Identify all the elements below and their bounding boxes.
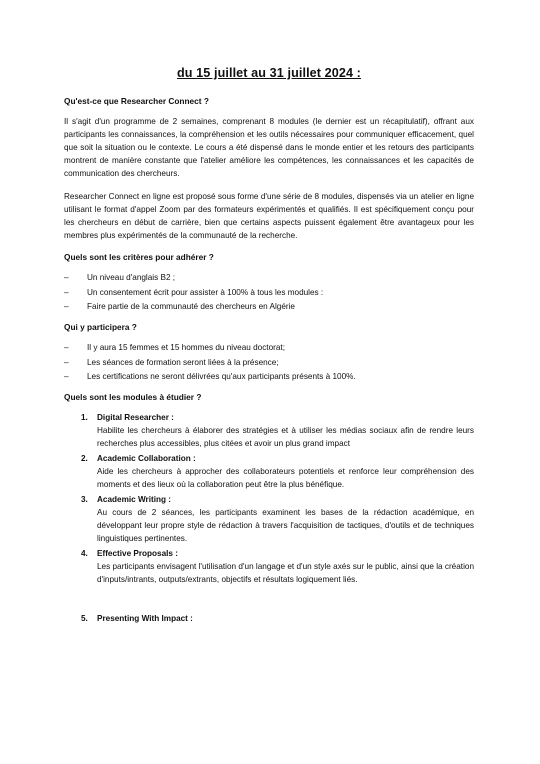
dash-bullet-icon: –: [64, 302, 69, 311]
section-heading-what-is: Qu'est-ce que Researcher Connect ?: [64, 96, 209, 106]
document-title: du 15 juillet au 31 juillet 2024 :: [177, 66, 361, 80]
module-number: 5.: [81, 614, 88, 623]
section-heading-participants: Qui y participera ?: [64, 322, 137, 332]
criteria-list: [64, 271, 474, 313]
participants-list: [64, 341, 474, 383]
dash-bullet-icon: –: [64, 343, 69, 352]
module-number: 3.: [81, 495, 88, 504]
module-title: Academic Collaboration :: [97, 454, 196, 463]
list-item: – Les séances de formation seront liées à la présence;: [64, 357, 279, 367]
list-item: – Un niveau d'anglais B2 ;: [64, 273, 176, 282]
module-item: [64, 493, 474, 545]
module-title: Academic Writing :: [97, 495, 172, 504]
module-item: [64, 612, 474, 625]
paragraph: Il s'agit d'un programme de 2 semaines, comprenant 8 modules (le dernier est un récapitulatif), offrant aux participants les connaissances, la compréhension et les outils nécessaires pour communiquer efficacement, quel que soit la situation ou le contexte. Le cours a été dispensé dans le monde entier et les retours des participants montrent de manière constante que l'atelier améliore les compétences, les connaissances et les capacités de communication des chercheurs.: [64, 117, 474, 178]
spacer: [64, 588, 474, 610]
module-item: [64, 411, 474, 450]
module-description: Aide les chercheurs à approcher des collaborateurs potentiels et renforce leur compréhension des moments et des lieux où la collaboration peut être la plus bénéfique.: [97, 467, 474, 489]
module-item: [64, 452, 474, 491]
module-title: Digital Researcher :: [97, 413, 174, 422]
modules-list: [64, 411, 474, 625]
dash-bullet-icon: –: [64, 287, 69, 297]
module-description: Au cours de 2 séances, les participants examinent les bases de la rédaction académique, en développant leur propre style de rédaction à travers l'acquisition de tactiques, d'outils et de techniques linguistiques pertinentes.: [97, 508, 474, 543]
list-item: – Un consentement écrit pour assister à 100% à tous les modules :: [64, 287, 324, 297]
dash-bullet-icon: –: [64, 357, 69, 367]
module-number: 4.: [81, 549, 88, 558]
module-description: Les participants envisagent l'utilisation d'un langage et d'un style axés sur le public, ainsi que la création d'inputs/intrants, outputs/extrants, objectifs et résultats logiquement liés.: [97, 562, 474, 584]
module-number: 1.: [81, 413, 88, 422]
dash-bullet-icon: –: [64, 372, 69, 381]
section-heading-modules: Quels sont les modules à étudier ?: [64, 392, 202, 402]
dash-bullet-icon: –: [64, 273, 69, 282]
list-item: – Les certifications ne seront délivrées qu'aux participants présents à 100%.: [64, 372, 356, 381]
list-item: – Faire partie de la communauté des chercheurs en Algérie: [64, 302, 295, 311]
module-number: 2.: [81, 454, 88, 463]
module-title: Presenting With Impact :: [97, 614, 193, 623]
module-item: [64, 547, 474, 586]
module-title: Effective Proposals :: [97, 549, 178, 558]
section-heading-criteria: Quels sont les critères pour adhérer ?: [64, 252, 214, 262]
list-item: – Il y aura 15 femmes et 15 hommes du niveau doctorat;: [64, 343, 285, 352]
paragraph: Researcher Connect en ligne est proposé sous forme d'une série de 8 modules, dispensés via un atelier en ligne utilisant le format d'appel Zoom par des formateurs expérimentés et qualifiés. Il est spécifiquement conçu pour les chercheurs en début de carrière, bien que certains aspects puissent également être avantageux pour les membres plus expérimentés de la communauté de la recherche.: [64, 192, 474, 240]
module-description: Habilite les chercheurs à élaborer des stratégies et à utiliser les médias sociaux afin de rendre leurs recherches plus accessibles, plus citées et avoir un plus grand impact: [97, 426, 474, 448]
